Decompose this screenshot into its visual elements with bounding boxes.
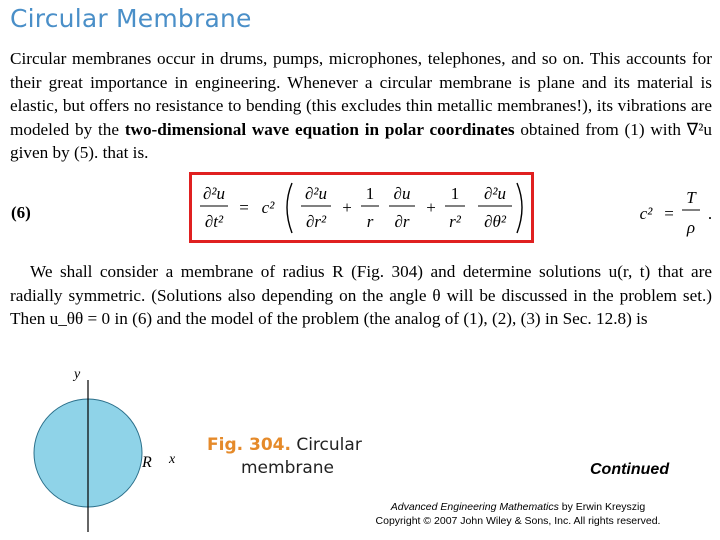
book-author: by Erwin Kreyszig xyxy=(558,501,646,513)
copyright-credit xyxy=(338,500,698,528)
term4-numerator: 1 xyxy=(450,184,460,203)
term3-numerator: ∂u xyxy=(393,184,411,203)
continued-label: Continued xyxy=(590,461,670,478)
side-period: . xyxy=(707,204,713,223)
wave-equation xyxy=(192,175,532,240)
x-axis-label-text: x xyxy=(169,452,176,467)
intro-text-before: Circular membranes occur in drums, pumps, microphones, telephones, and so on. This accounts for their great importance in engineering. Whenever a circular membrane is plane and its material is elastic, but offers no resistance to bending (this excludes thin metallic membranes!), its vibrations are modeled by the xyxy=(10,49,712,139)
page-title: Circular Membrane xyxy=(10,4,252,33)
body-paragraph: We shall consider a membrane of radius R (Fig. 304) and determine solutions u(r, t) that are radially symmetric. (Solutions also depending on the angle θ will be discussed in the problem set.) Then u_θθ = 0 in (6) and the model of the problem (the analog of (1), (2), (3) in Sec. 12.8) is xyxy=(10,262,712,328)
side-c-squared: c² xyxy=(639,204,653,223)
figure-number: Fig. 304. xyxy=(207,435,291,455)
intro-bold-term: two-dimensional wave equation in polar coordinates xyxy=(124,119,515,139)
equals-sign: = xyxy=(239,198,249,217)
figure-caption xyxy=(207,434,362,480)
membrane-figure xyxy=(30,366,160,536)
term5-numerator: ∂²u xyxy=(484,184,506,203)
plus-sign-1: + xyxy=(342,198,352,217)
radius-label: R xyxy=(142,454,152,471)
lhs-denominator: ∂t² xyxy=(204,212,224,231)
y-axis-label: y xyxy=(74,367,81,382)
book-title: Advanced Engineering Mathematics xyxy=(390,501,559,513)
term3-denominator: ∂r xyxy=(394,212,410,231)
wave-speed-definition xyxy=(628,182,718,238)
equation-number: (6) xyxy=(11,203,31,222)
side-denominator: ρ xyxy=(686,218,696,237)
caption-line-2: membrane xyxy=(241,458,335,478)
lhs-numerator: ∂²u xyxy=(203,184,225,203)
c-squared: c² xyxy=(261,198,275,217)
caption-line-1: Circular xyxy=(296,435,362,455)
term1-numerator: ∂²u xyxy=(305,184,327,203)
term2-denominator: r xyxy=(366,212,374,231)
intro-paragraph xyxy=(10,47,712,165)
term5-denominator: ∂θ² xyxy=(484,212,506,231)
term1-denominator: ∂r² xyxy=(305,212,327,231)
intro-text-after: obtained from (1) with ∇²u given by (5). that is. xyxy=(10,119,713,162)
term4-denominator: r² xyxy=(449,212,461,231)
term2-numerator: 1 xyxy=(365,184,375,203)
plus-sign-2: + xyxy=(426,198,436,217)
side-equals: = xyxy=(664,204,674,223)
copyright-line: Copyright © 2007 John Wiley & Sons, Inc. All rights reserved. xyxy=(375,515,661,527)
side-numerator: T xyxy=(686,188,696,207)
